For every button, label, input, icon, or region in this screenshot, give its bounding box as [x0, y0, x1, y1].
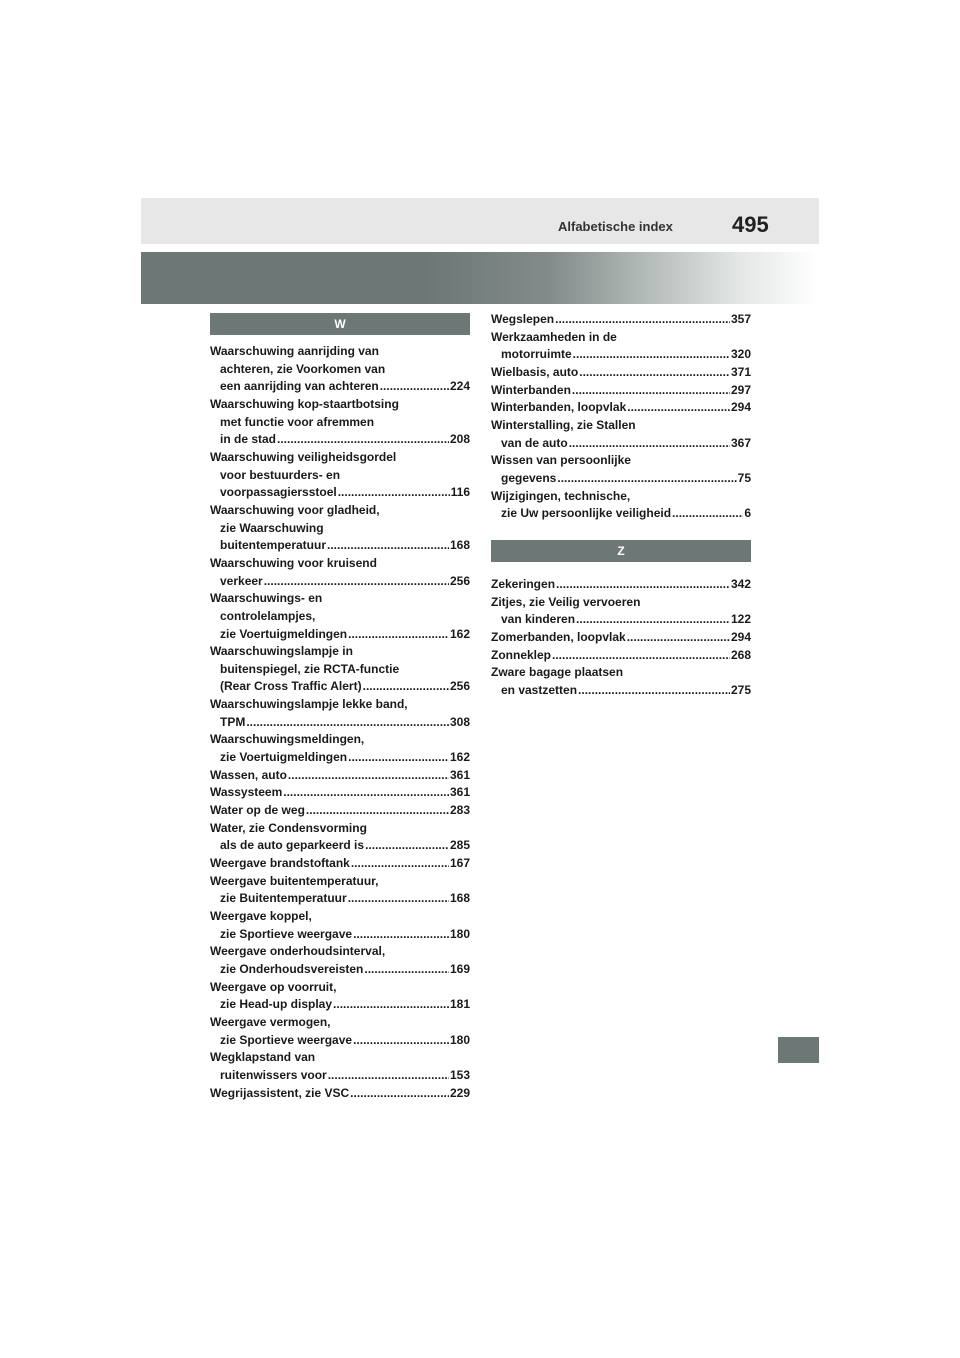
- entry-text: Waarschuwing voor kruisend: [210, 555, 377, 570]
- entry-page-number: 153: [449, 1067, 470, 1082]
- entry-page-number: 283: [449, 803, 470, 818]
- entry-text: Weergave buitentemperatuur,: [210, 873, 379, 888]
- entry-text: TPM: [220, 714, 246, 729]
- dot-leader: [627, 629, 730, 647]
- index-entry: [210, 731, 470, 766]
- entry-page-number: 371: [730, 364, 751, 379]
- dot-leader: [672, 505, 743, 523]
- index-entry: [210, 784, 470, 802]
- entry-page-number: 6: [744, 506, 751, 521]
- entry-text: zie Uw persoonlijke veiligheid: [501, 506, 672, 521]
- entry-page-number: 367: [730, 435, 751, 450]
- dot-leader: [306, 802, 449, 820]
- index-entries-w: [210, 343, 470, 1102]
- entry-text: een aanrijding van achteren: [220, 379, 379, 394]
- entry-text: Waarschuwing kop-staartbotsing: [210, 396, 399, 411]
- entry-text: Winterbanden, loopvlak: [491, 400, 627, 415]
- entry-page-number: 361: [449, 785, 470, 800]
- entry-page-number: 180: [449, 926, 470, 941]
- index-entry: [210, 908, 470, 943]
- entry-text: Winterbanden: [491, 382, 571, 397]
- entry-text: Wassen, auto: [210, 767, 287, 782]
- index-entry: [491, 399, 751, 417]
- entry-text: Wassysteem: [210, 785, 283, 800]
- entry-page-number: 357: [730, 312, 751, 326]
- dot-leader: [277, 431, 449, 449]
- dot-leader: [246, 714, 449, 732]
- dot-leader: [328, 1067, 449, 1085]
- entry-text: zie Sportieve weergave: [220, 1032, 353, 1047]
- entry-page-number: 275: [730, 682, 751, 697]
- entry-page-number: 342: [730, 576, 751, 591]
- entry-text: buitentemperatuur: [220, 538, 327, 553]
- entry-text: Zomerbanden, loopvlak: [491, 629, 626, 644]
- entry-text: Zekeringen: [491, 576, 556, 591]
- index-entry: [210, 767, 470, 785]
- index-entry: [491, 382, 751, 400]
- index-entries-z: [491, 576, 751, 700]
- header-banner: [141, 252, 819, 304]
- entry-text: Waarschuwingslampje lekke band,: [210, 697, 408, 712]
- entry-page-number: 208: [449, 432, 470, 447]
- dot-leader: [364, 961, 449, 979]
- index-entry: [210, 449, 470, 502]
- index-entry: [210, 802, 470, 820]
- dot-leader: [348, 890, 449, 908]
- dot-leader: [556, 576, 730, 594]
- dot-leader: [573, 346, 730, 364]
- index-entry: [491, 329, 751, 364]
- index-entry: [210, 555, 470, 590]
- entry-text: Weergave koppel,: [210, 909, 312, 923]
- index-entry: [491, 664, 751, 699]
- entry-text: Wegklapstand van: [210, 1050, 316, 1065]
- dot-leader: [572, 382, 730, 400]
- index-entry: [491, 576, 751, 594]
- entry-text: Wielbasis, auto: [491, 364, 579, 379]
- index-entry: [491, 647, 751, 665]
- entry-text: Weergave vermogen,: [210, 1014, 331, 1029]
- entry-page-number: 224: [449, 379, 470, 394]
- entry-text: met functie voor afremmen: [220, 414, 375, 429]
- index-entries-w-continued: [491, 311, 751, 523]
- dot-leader: [333, 996, 449, 1014]
- index-entry: [210, 855, 470, 873]
- entry-text: buitenspiegel, zie RCTA-functie: [220, 661, 400, 676]
- dot-leader: [363, 678, 449, 696]
- entry-page-number: 168: [449, 538, 470, 553]
- entry-page-number: 168: [449, 891, 470, 906]
- section-header-z: Z: [491, 540, 751, 562]
- entry-text: controlelampjes,: [220, 608, 316, 623]
- entry-page-number: 297: [730, 382, 751, 397]
- thumb-index-tab: [778, 1037, 819, 1063]
- entry-page-number: 169: [449, 961, 470, 976]
- dot-leader: [552, 647, 730, 665]
- index-entry: [210, 1014, 470, 1049]
- dot-leader: [576, 611, 730, 629]
- entry-page-number: 75: [737, 470, 751, 485]
- entry-text: zie Head-up display: [220, 997, 333, 1012]
- dot-leader: [353, 1032, 449, 1050]
- entry-text: Waarschuwing aanrijding van: [210, 344, 379, 358]
- entry-page-number: 162: [449, 750, 470, 765]
- dot-leader: [264, 573, 449, 591]
- index-column-left: [210, 313, 470, 1102]
- entry-text: in de stad: [220, 432, 277, 447]
- dot-leader: [557, 470, 736, 488]
- entry-page-number: 294: [730, 629, 751, 644]
- entry-text: Wegslepen: [491, 312, 555, 326]
- entry-text: voor bestuurders- en: [220, 467, 341, 482]
- entry-text: gegevens: [501, 470, 557, 485]
- index-entry: [210, 343, 470, 396]
- entry-text: Zware bagage plaatsen: [491, 665, 624, 680]
- entry-text: Wijzigingen, technische,: [491, 488, 631, 503]
- entry-text: Weergave brandstoftank: [210, 856, 350, 871]
- dot-leader: [569, 435, 730, 453]
- index-entry: [491, 594, 751, 629]
- entry-page-number: 116: [450, 485, 470, 500]
- index-entry: [210, 979, 470, 1014]
- dot-leader: [283, 784, 449, 802]
- entry-page-number: 294: [730, 400, 751, 415]
- index-entry: [210, 820, 470, 855]
- header-title: Alfabetische index: [558, 219, 673, 234]
- entry-text: Weergave op voorruit,: [210, 979, 337, 994]
- dot-leader: [353, 926, 449, 944]
- index-entry: [210, 502, 470, 555]
- index-entry: [210, 590, 470, 643]
- entry-text: zie Voertuigmeldingen: [220, 750, 348, 765]
- entry-text: achteren, zie Voorkomen van: [220, 361, 386, 376]
- entry-page-number: 162: [449, 626, 470, 641]
- page-number: 495: [732, 212, 769, 237]
- entry-text: Winterstalling, zie Stallen: [491, 417, 636, 432]
- entry-text: Zitjes, zie Veilig vervoeren: [491, 594, 641, 609]
- entry-text: Water, zie Condensvorming: [210, 820, 367, 835]
- entry-text: van kinderen: [501, 612, 576, 627]
- dot-leader: [380, 378, 449, 396]
- entry-text: motorruimte: [501, 347, 572, 362]
- entry-text: Waarschuwings- en: [210, 591, 323, 606]
- entry-page-number: 256: [449, 573, 470, 588]
- entry-text: Waarschuwing voor gladheid,: [210, 502, 380, 517]
- entry-text: Zonneklep: [491, 647, 552, 662]
- header-bar: [141, 198, 819, 244]
- entry-text: verkeer: [220, 573, 263, 588]
- index-entry: [210, 943, 470, 978]
- index-entry: [491, 488, 751, 523]
- index-entry: [210, 1085, 470, 1103]
- index-entry: [491, 364, 751, 382]
- dot-leader: [348, 749, 449, 767]
- entry-text: zie Onderhoudsvereisten: [220, 961, 364, 976]
- entry-text: Wissen van persoonlijke: [491, 453, 631, 468]
- entry-page-number: 167: [449, 856, 470, 871]
- entry-text: Werkzaamheden in de: [491, 329, 617, 344]
- entry-text: als de auto geparkeerd is: [220, 838, 365, 853]
- dot-leader: [351, 855, 449, 873]
- entry-page-number: 180: [449, 1032, 470, 1047]
- dot-leader: [555, 311, 730, 329]
- index-entry: [210, 643, 470, 696]
- entry-text: zie Voertuigmeldingen: [220, 626, 348, 641]
- entry-page-number: 320: [730, 347, 751, 362]
- index-entry: [210, 696, 470, 731]
- entry-text: zie Buitentemperatuur: [220, 891, 347, 906]
- entry-text: voorpassagiersstoel: [220, 485, 337, 500]
- entry-text: Waarschuwingsmeldingen,: [210, 732, 365, 747]
- index-entry: [491, 311, 751, 329]
- index-entry: [210, 396, 470, 449]
- entry-text: Water op de weg: [210, 803, 305, 818]
- entry-page-number: 181: [449, 997, 470, 1012]
- entry-text: van de auto: [501, 435, 568, 450]
- dot-leader: [627, 399, 730, 417]
- index-column-right: [491, 311, 751, 699]
- entry-text: Waarschuwingslampje in: [210, 644, 353, 659]
- entry-text: Weergave onderhoudsinterval,: [210, 944, 386, 959]
- index-entry: [491, 629, 751, 647]
- dot-leader: [288, 767, 449, 785]
- index-entry: [210, 1049, 470, 1084]
- entry-page-number: 285: [449, 838, 470, 853]
- index-entry: [491, 417, 751, 452]
- dot-leader: [338, 484, 450, 502]
- entry-page-number: 229: [449, 1085, 470, 1100]
- dot-leader: [365, 837, 449, 855]
- entry-text: zie Sportieve weergave: [220, 926, 353, 941]
- entry-text: ruitenwissers voor: [220, 1067, 327, 1082]
- dot-leader: [327, 537, 449, 555]
- dot-leader: [348, 626, 449, 644]
- dot-leader: [578, 682, 730, 700]
- entry-text: Wegrijassistent, zie VSC: [210, 1085, 350, 1100]
- entry-page-number: 122: [730, 612, 751, 627]
- entry-text: (Rear Cross Traffic Alert): [220, 679, 362, 694]
- index-entry: [210, 873, 470, 908]
- entry-page-number: 256: [449, 679, 470, 694]
- entry-page-number: 361: [449, 767, 470, 782]
- entry-page-number: 268: [730, 647, 751, 662]
- dot-leader: [350, 1085, 449, 1103]
- dot-leader: [579, 364, 730, 382]
- section-header-w: W: [210, 313, 470, 335]
- entry-text: en vastzetten: [501, 682, 578, 697]
- entry-text: zie Waarschuwing: [220, 520, 324, 535]
- index-entry: [491, 452, 751, 487]
- entry-text: Waarschuwing veiligheidsgordel: [210, 449, 397, 464]
- entry-page-number: 308: [449, 714, 470, 729]
